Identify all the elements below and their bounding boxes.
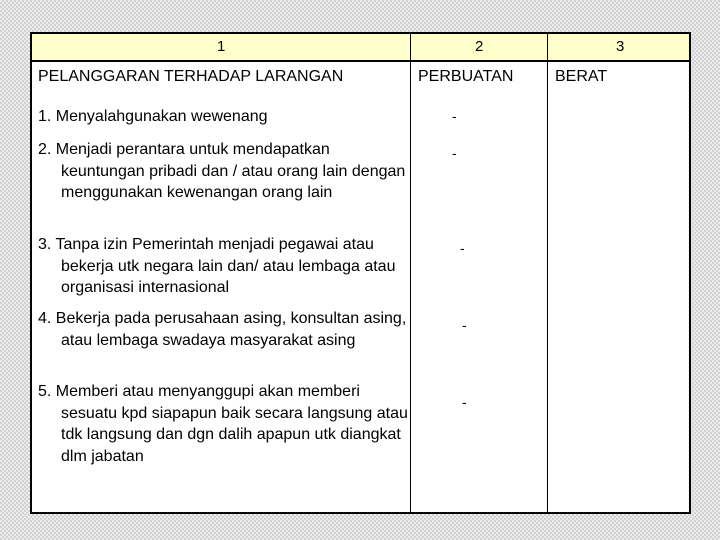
perbuatan-value: - (462, 317, 467, 333)
item-number: 3. (38, 236, 52, 253)
perbuatan-value: - (452, 108, 457, 124)
violations-table (30, 32, 691, 514)
column-title-berat: BERAT (555, 68, 608, 85)
column-number-1: 1 (217, 38, 226, 55)
item-number: 2. (38, 141, 52, 158)
perbuatan-value: - (460, 240, 465, 256)
column-number-2: 2 (475, 38, 484, 55)
perbuatan-value: - (462, 394, 467, 410)
item-text: Menyalahgunakan wewenang (55, 108, 268, 125)
item-number: 5. (38, 383, 52, 400)
item-text: Memberi atau menyanggupi akan memberi sesuatu kpd siapapun baik secara langsung atau tdk langsung dan dgn dalih apapun utk diangkat dlm jabatan (55, 383, 408, 465)
list-item (38, 106, 410, 128)
item-text: Tanpa izin Pemerintah menjadi pegawai atau bekerja utk negara lain dan/ atau lembaga atau organisasi internasional (55, 236, 396, 297)
item-number: 4. (38, 310, 52, 327)
item-text: Menjadi perantara untuk mendapatkan keuntungan pribadi dan / atau orang lain dengan menggunakan kewenangan orang lain (55, 141, 406, 202)
column-title-pelanggaran: PELANGGARAN TERHADAP LARANGAN (38, 68, 344, 85)
column-divider-2 (547, 34, 548, 512)
list-item (38, 381, 410, 467)
table-header-row (32, 34, 689, 62)
item-text: Bekerja pada perusahaan asing, konsultan asing, atau lembaga swadaya masyarakat asing (55, 310, 407, 349)
list-item (38, 308, 410, 351)
list-item (38, 139, 410, 204)
column-divider-1 (410, 34, 411, 512)
list-item (38, 234, 410, 299)
column-number-3: 3 (616, 38, 625, 55)
column-title-perbuatan: PERBUATAN (418, 68, 514, 85)
item-number: 1. (38, 108, 52, 125)
perbuatan-value: - (452, 145, 457, 161)
